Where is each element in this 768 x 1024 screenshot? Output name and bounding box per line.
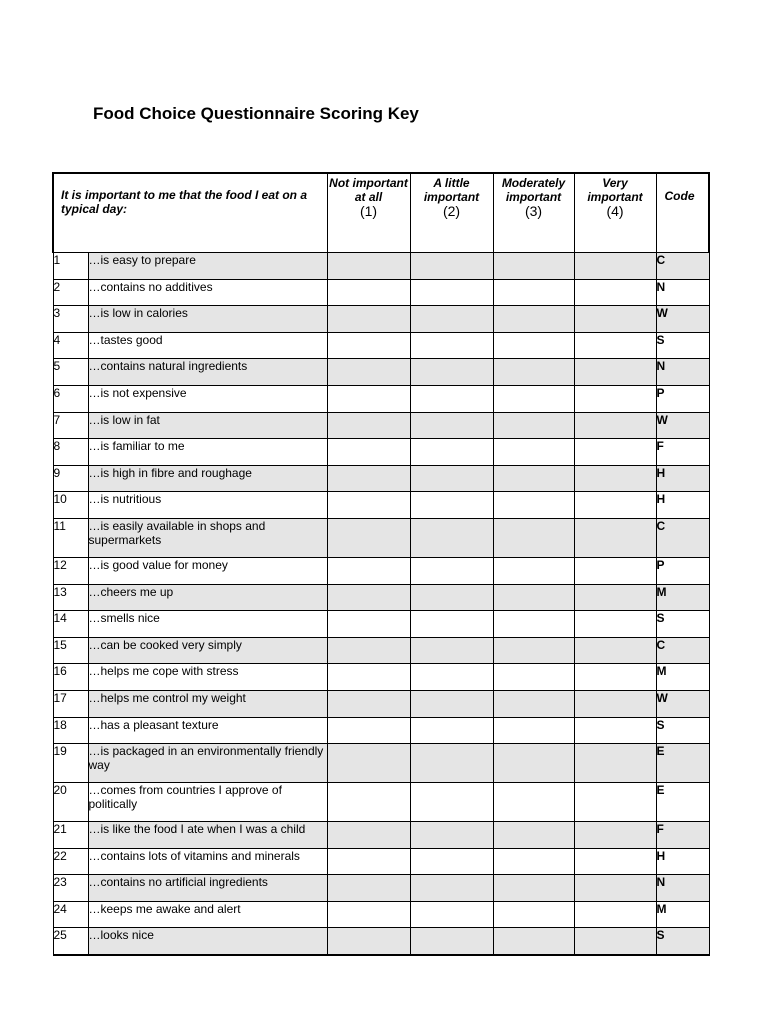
rating-cell-1: [327, 465, 410, 492]
item-statement: …is like the food I ate when I was a child: [88, 822, 327, 849]
item-code: S: [656, 717, 709, 744]
item-code: W: [656, 412, 709, 439]
table-row: [53, 783, 709, 822]
table-row: [53, 875, 709, 902]
table-row: [53, 332, 709, 359]
item-number: 6: [53, 385, 88, 412]
page-title: Food Choice Questionnaire Scoring Key: [93, 104, 419, 123]
table-row: [53, 518, 709, 557]
column-label: Very important: [587, 176, 643, 204]
rating-cell-1: [327, 385, 410, 412]
item-number: 19: [53, 744, 88, 783]
item-code: N: [656, 359, 709, 386]
item-number: 5: [53, 359, 88, 386]
rating-cell-4: [574, 690, 656, 717]
item-statement: …helps me cope with stress: [88, 664, 327, 691]
item-code: S: [656, 332, 709, 359]
column-scale: (3): [524, 203, 543, 219]
column-header-very-important: [574, 173, 656, 253]
table-row: [53, 744, 709, 783]
rating-cell-4: [574, 822, 656, 849]
rating-cell-2: [410, 848, 493, 875]
item-statement: …is low in calories: [88, 306, 327, 333]
column-scale: (4): [606, 203, 624, 219]
rating-cell-4: [574, 492, 656, 519]
column-label: A little important: [423, 176, 480, 204]
item-statement: …looks nice: [88, 928, 327, 955]
rating-cell-2: [410, 332, 493, 359]
rating-cell-2: [410, 518, 493, 557]
rating-cell-3: [493, 783, 574, 822]
rating-cell-3: [493, 385, 574, 412]
item-statement: …keeps me awake and alert: [88, 901, 327, 928]
rating-cell-4: [574, 611, 656, 638]
table-row: [53, 822, 709, 849]
rating-cell-1: [327, 744, 410, 783]
item-statement: …contains no additives: [88, 279, 327, 306]
item-number: 15: [53, 637, 88, 664]
item-number: 18: [53, 717, 88, 744]
rating-cell-2: [410, 901, 493, 928]
rating-cell-4: [574, 385, 656, 412]
rating-cell-4: [574, 518, 656, 557]
item-code: H: [656, 848, 709, 875]
rating-cell-3: [493, 279, 574, 306]
item-number: 11: [53, 518, 88, 557]
rating-cell-3: [493, 690, 574, 717]
item-statement: …is low in fat: [88, 412, 327, 439]
rating-cell-4: [574, 637, 656, 664]
rating-cell-3: [493, 637, 574, 664]
item-statement: …tastes good: [88, 332, 327, 359]
table-row: [53, 584, 709, 611]
rating-cell-1: [327, 822, 410, 849]
rating-cell-2: [410, 557, 493, 584]
item-code: H: [656, 465, 709, 492]
lead-header: It is important to me that the food I eat on a typical day:: [53, 173, 327, 253]
rating-cell-2: [410, 385, 493, 412]
item-code: C: [656, 253, 709, 280]
table-row: [53, 492, 709, 519]
rating-cell-1: [327, 439, 410, 466]
rating-cell-4: [574, 439, 656, 466]
table-row: [53, 664, 709, 691]
rating-cell-3: [493, 611, 574, 638]
rating-cell-3: [493, 848, 574, 875]
rating-cell-2: [410, 717, 493, 744]
item-statement: …helps me control my weight: [88, 690, 327, 717]
item-code: P: [656, 385, 709, 412]
rating-cell-4: [574, 412, 656, 439]
item-statement: …is easy to prepare: [88, 253, 327, 280]
table-row: [53, 637, 709, 664]
rating-cell-4: [574, 875, 656, 902]
table-row: [53, 306, 709, 333]
item-number: 14: [53, 611, 88, 638]
item-number: 4: [53, 332, 88, 359]
rating-cell-1: [327, 306, 410, 333]
rating-cell-1: [327, 690, 410, 717]
rating-cell-3: [493, 584, 574, 611]
rating-cell-4: [574, 664, 656, 691]
column-header-a-little-important: [410, 173, 493, 253]
item-number: 17: [53, 690, 88, 717]
rating-cell-2: [410, 875, 493, 902]
table-row: [53, 412, 709, 439]
rating-cell-4: [574, 584, 656, 611]
column-header-not-important: [327, 173, 410, 253]
rating-cell-2: [410, 465, 493, 492]
item-code: H: [656, 492, 709, 519]
column-scale: (1): [359, 203, 378, 219]
item-number: 8: [53, 439, 88, 466]
item-code: M: [656, 901, 709, 928]
rating-cell-2: [410, 822, 493, 849]
item-number: 1: [53, 253, 88, 280]
item-code: E: [656, 744, 709, 783]
rating-cell-1: [327, 518, 410, 557]
item-number: 9: [53, 465, 88, 492]
table-body: [53, 253, 709, 955]
rating-cell-2: [410, 664, 493, 691]
rating-cell-3: [493, 359, 574, 386]
rating-cell-2: [410, 928, 493, 955]
rating-cell-3: [493, 557, 574, 584]
rating-cell-2: [410, 611, 493, 638]
column-label: Moderately important: [501, 176, 566, 204]
item-statement: …contains lots of vitamins and minerals: [88, 848, 327, 875]
item-code: F: [656, 822, 709, 849]
rating-cell-4: [574, 848, 656, 875]
table-row: [53, 717, 709, 744]
item-statement: …is good value for money: [88, 557, 327, 584]
column-scale: (2): [442, 203, 461, 219]
rating-cell-4: [574, 279, 656, 306]
table-row: [53, 611, 709, 638]
item-code: W: [656, 690, 709, 717]
item-statement: …contains no artificial ingredients: [88, 875, 327, 902]
item-code: N: [656, 279, 709, 306]
item-code: N: [656, 875, 709, 902]
rating-cell-2: [410, 253, 493, 280]
item-code: P: [656, 557, 709, 584]
rating-cell-1: [327, 279, 410, 306]
rating-cell-4: [574, 901, 656, 928]
rating-cell-2: [410, 439, 493, 466]
rating-cell-1: [327, 848, 410, 875]
item-code: E: [656, 783, 709, 822]
rating-cell-2: [410, 279, 493, 306]
item-number: 25: [53, 928, 88, 955]
column-header-code: Code: [656, 173, 709, 253]
item-code: M: [656, 664, 709, 691]
item-statement: …has a pleasant texture: [88, 717, 327, 744]
rating-cell-4: [574, 465, 656, 492]
table-row: [53, 359, 709, 386]
rating-cell-3: [493, 518, 574, 557]
table-row: [53, 901, 709, 928]
item-code: W: [656, 306, 709, 333]
item-code: S: [656, 611, 709, 638]
rating-cell-4: [574, 717, 656, 744]
item-number: 7: [53, 412, 88, 439]
item-statement: …contains natural ingredients: [88, 359, 327, 386]
column-label: Not important at all: [329, 176, 408, 204]
item-code: S: [656, 928, 709, 955]
item-statement: …comes from countries I approve of politically: [88, 783, 327, 822]
scoring-key-table: [52, 172, 710, 956]
rating-cell-1: [327, 412, 410, 439]
item-statement: …can be cooked very simply: [88, 637, 327, 664]
rating-cell-1: [327, 875, 410, 902]
item-statement: …cheers me up: [88, 584, 327, 611]
item-statement: …is easily available in shops and supermarkets: [88, 518, 327, 557]
item-number: 16: [53, 664, 88, 691]
rating-cell-3: [493, 306, 574, 333]
item-number: 13: [53, 584, 88, 611]
rating-cell-1: [327, 359, 410, 386]
rating-cell-3: [493, 465, 574, 492]
item-number: 21: [53, 822, 88, 849]
table-row: [53, 385, 709, 412]
rating-cell-3: [493, 744, 574, 783]
rating-cell-3: [493, 717, 574, 744]
table-row: [53, 928, 709, 955]
column-header-moderately-important: [493, 173, 574, 253]
rating-cell-3: [493, 822, 574, 849]
rating-cell-3: [493, 664, 574, 691]
item-statement: …is familiar to me: [88, 439, 327, 466]
rating-cell-1: [327, 928, 410, 955]
rating-cell-4: [574, 306, 656, 333]
rating-cell-3: [493, 439, 574, 466]
item-code: M: [656, 584, 709, 611]
item-number: 2: [53, 279, 88, 306]
rating-cell-1: [327, 717, 410, 744]
item-number: 23: [53, 875, 88, 902]
rating-cell-4: [574, 928, 656, 955]
rating-cell-2: [410, 359, 493, 386]
item-statement: …is high in fibre and roughage: [88, 465, 327, 492]
rating-cell-1: [327, 253, 410, 280]
rating-cell-2: [410, 637, 493, 664]
rating-cell-3: [493, 332, 574, 359]
rating-cell-2: [410, 492, 493, 519]
rating-cell-3: [493, 901, 574, 928]
table-row: [53, 690, 709, 717]
item-statement: …smells nice: [88, 611, 327, 638]
rating-cell-3: [493, 253, 574, 280]
rating-cell-2: [410, 584, 493, 611]
rating-cell-1: [327, 783, 410, 822]
item-number: 10: [53, 492, 88, 519]
table-row: [53, 253, 709, 280]
rating-cell-4: [574, 744, 656, 783]
item-number: 20: [53, 783, 88, 822]
item-code: F: [656, 439, 709, 466]
rating-cell-1: [327, 611, 410, 638]
item-number: 22: [53, 848, 88, 875]
rating-cell-3: [493, 928, 574, 955]
rating-cell-1: [327, 332, 410, 359]
rating-cell-3: [493, 875, 574, 902]
item-code: C: [656, 637, 709, 664]
rating-cell-2: [410, 744, 493, 783]
item-statement: …is packaged in an environmentally friendly way: [88, 744, 327, 783]
item-number: 12: [53, 557, 88, 584]
table-row: [53, 439, 709, 466]
table-row: [53, 848, 709, 875]
table-row: [53, 279, 709, 306]
rating-cell-2: [410, 306, 493, 333]
rating-cell-1: [327, 664, 410, 691]
rating-cell-3: [493, 492, 574, 519]
rating-cell-4: [574, 253, 656, 280]
table-header-row: [53, 173, 709, 253]
rating-cell-4: [574, 783, 656, 822]
table-row: [53, 557, 709, 584]
item-code: C: [656, 518, 709, 557]
rating-cell-1: [327, 901, 410, 928]
rating-cell-2: [410, 783, 493, 822]
rating-cell-2: [410, 412, 493, 439]
rating-cell-1: [327, 637, 410, 664]
rating-cell-1: [327, 492, 410, 519]
rating-cell-1: [327, 584, 410, 611]
item-number: 24: [53, 901, 88, 928]
rating-cell-2: [410, 690, 493, 717]
rating-cell-4: [574, 332, 656, 359]
item-statement: …is nutritious: [88, 492, 327, 519]
rating-cell-3: [493, 412, 574, 439]
rating-cell-1: [327, 557, 410, 584]
item-number: 3: [53, 306, 88, 333]
table-row: [53, 465, 709, 492]
rating-cell-4: [574, 359, 656, 386]
item-statement: …is not expensive: [88, 385, 327, 412]
rating-cell-4: [574, 557, 656, 584]
